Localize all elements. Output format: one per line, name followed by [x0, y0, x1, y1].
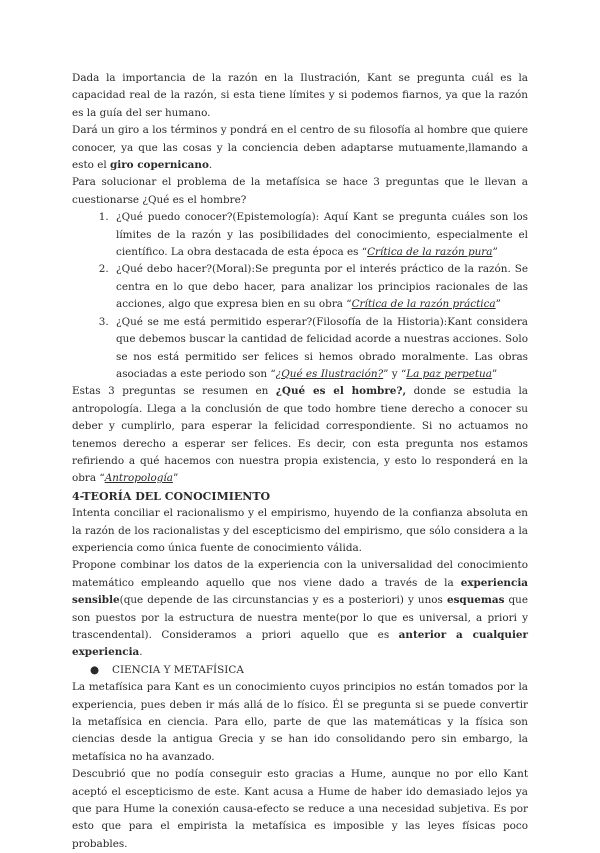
anterior-experiencia-term: anterior a cualquier experiencia [72, 629, 528, 659]
question-3-text: ¿Qué se me está permitido esperar?(Filosofía de la Historia):Kant considera que debemos buscar la cantidad de felicidad acorde a nuestras acciones. Solo se nos está permitido ser felices si hemos obrado moralmente. Las obras asociadas a este periodo son [116, 315, 528, 380]
question-item-1: 1. ¿Qué puedo conocer?(Epistemología): Aquí Kant se pregunta cuáles son los límites de la razón y las posibilidades del conocimiento, especialmente el científico. La obra destacada de esta época es “Crítica de la razón pura” [112, 209, 528, 261]
question-1-text: ¿Qué puedo conocer?(Epistemología): Aquí Kant se pregunta cuáles son los límites de la razón y las posibilidades del conocimiento, especialmente el científico. La obra destacada de esta época es [116, 211, 528, 259]
section-4-paragraph-2 [72, 557, 528, 661]
question-item-3: 3. ¿Qué se me está permitido esperar?(Filosofía de la Historia):Kant considera que debemos buscar la cantidad de felicidad acorde a nuestras acciones. Solo se nos está permitido ser felices si hemos obrado moralmente. Las obras asociadas a este periodo son “¿Qué es Ilustración?” y “La paz perpetua” [112, 314, 528, 384]
work-que-es-ilustracion: ¿Qué es Ilustración? [275, 367, 384, 380]
s4p2-a: Propone combinar los datos de la experiencia con la universalidad del conocimiento matemático empleando aquello que nos viene dado a través de la [72, 559, 528, 589]
work-critica-razon-pura: Crítica de la razón pura [367, 246, 493, 259]
que-es-el-hombre-term: ¿Qué es el hombre?, [275, 385, 407, 398]
metaphysics-paragraph-2: Descubrió que no podía conseguir esto gracias a Hume, aunque no por ello Kant aceptó el escepticismo de este. Kant acusa a Hume de haber ido demasiado lejos ya que para Hume la conexión causa-efecto se reduce a una necesidad subjetiva. Es por esto que para el empirista la metafísica es imposible y las leyes físicas poco probables. [72, 768, 528, 850]
section-4-heading: 4-TEORÍA DEL CONOCIMIENTO [72, 489, 271, 503]
bullet-dot-icon: ● [90, 663, 100, 676]
bullet-label: CIENCIA Y METAFÍSICA [112, 663, 244, 676]
summary-text-rest: donde se estudia la antropología. Llega a la conclusión de que todo hombre tiene derecho a conocer su deber y cumplirlo, para esperar la felicidad correspondiente. Si no actuamos no tenemos derecho a esperar ser felices. Es decir, con esta pregunta nos estamos refiriendo a qué hacemos con nuestra propia existencia, y esto lo responderá en la obra [72, 385, 528, 485]
esquemas-term: esquemas [446, 594, 505, 607]
question-2-text: ¿Qué debo hacer?(Moral):Se pregunta por el interés práctico de la razón. Se centra en lo que debo hacer, para analizar los principios racionales de las acciones, algo que expresa bien en su obra [116, 263, 528, 311]
summary-text-start: Estas 3 preguntas se resumen en [72, 385, 276, 398]
intro-paragraph-3: Para solucionar el problema de la metafísica se hace 3 preguntas que le llevan a cuestionarse ¿Qué es el hombre? [72, 176, 528, 206]
bullet-ciencia-metafisica [72, 662, 528, 679]
s4p2-c: (que depende de las circunstancias y es a posteriori) y unos [119, 594, 447, 607]
intro-paragraph-2 [72, 122, 528, 174]
intro-p2-text: Dará un giro a los términos y pondrá en el centro de su filosofía al hombre que quiere conocer, ya que las cosas y la conciencia deben adaptarse mutuamente,llamando a esto el [72, 124, 528, 172]
work-antropologia: Antropología [104, 472, 173, 485]
s4p2-g: . [139, 646, 143, 659]
work-paz-perpetua: La paz perpetua [406, 367, 492, 380]
experiencia-sensible-term: experiencia sensible [72, 576, 528, 607]
intro-paragraph-1: Dada la importancia de la razón en la Ilustración, Kant se pregunta cuál es la capacidad real de la razón, si esta tiene límites y si podemos fiarnos, ya que la razón es la guía del ser humano. [72, 72, 528, 119]
intro-p2-end: . [208, 159, 213, 172]
work-critica-razon-practica: Crítica de la razón práctica [351, 298, 496, 311]
works-joiner: y [388, 367, 401, 380]
section-4-paragraph-1: Intenta conciliar el racionalismo y el empirismo, huyendo de la confianza absoluta en la razón de los racionalistas y del escepticismo del empirismo, que sólo considera a la experiencia como única fuente de conocimiento válida. [72, 507, 528, 554]
document-body [72, 70, 528, 853]
question-item-2: 2. ¿Qué debo hacer?(Moral):Se pregunta por el interés práctico de la razón. Se centra en lo que debo hacer, para analizar los principios racionales de las acciones, algo que expresa bien en su obra “Crítica de la razón práctica” [112, 261, 528, 313]
questions-list [72, 209, 528, 383]
giro-copernicano-term: giro copernicano [110, 159, 209, 172]
s4p2-e: que son puestos por la estructura de nuestra mente(por lo que es universal, a priori y trascendental). Consideramos a priori aquello que es [72, 594, 529, 641]
summary-paragraph: Estas 3 preguntas se resumen en ¿Qué es el hombre?, donde se estudia la antropología. Llega a la conclusión de que todo hombre tiene derecho a conocer su deber y cumplirlo, para esperar la felicidad correspondiente. Si no actuamos no tenemos derecho a esperar ser felices. Es decir, con esta pregunta nos estamos refiriendo a qué hacemos con nuestra propia existencia, y esto lo responderá en la obra “Antropología” [72, 385, 528, 485]
metaphysics-paragraph-1: La metafísica para Kant es un conocimiento cuyos principios no están tomados por la experiencia, pues deben ir más allá de lo físico. Él se pregunta si se puede convertir la metafísica en ciencia. Para ello, parte de que las matemáticas y la física son ciencias desde la antigua Grecia y se han ido consolidando pero sin embargo, la metafísica no ha avanzado. [72, 681, 528, 763]
